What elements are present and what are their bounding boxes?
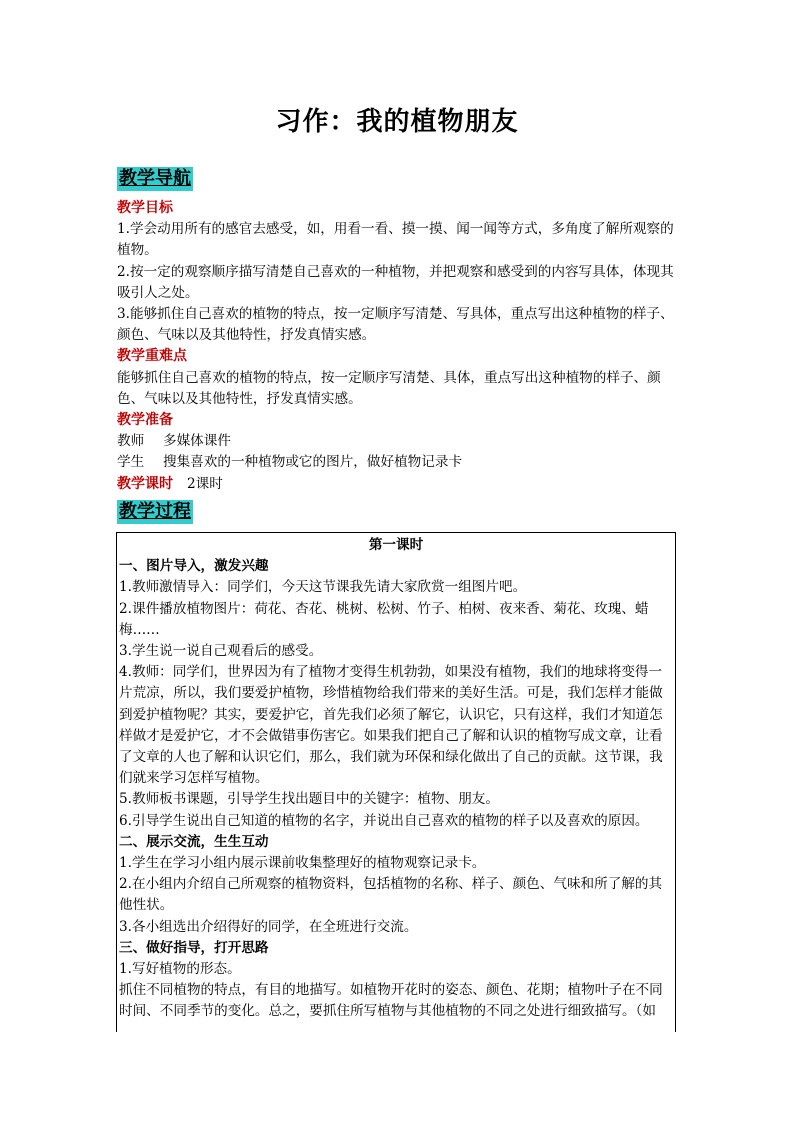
hours-label: 教学课时 xyxy=(117,475,173,492)
process-item: 3.学生说一说自己观看后的感受。 xyxy=(119,643,323,660)
prep-item xyxy=(117,452,677,473)
process-section-heading: 二、展示交流，生生互动 xyxy=(119,833,269,850)
goal-item: 1.学会动用所有的感官去感受，如，用看一看、摸一摸、闻一闻等方式，多角度了解所观察的植物。 xyxy=(117,221,674,259)
difficulty-label: 教学重难点 xyxy=(117,348,187,365)
prep-what: 搜集喜欢的一种植物或它的图片，做好植物记录卡 xyxy=(163,454,463,471)
difficulty-text: 能够抓住自己喜欢的植物的特点，按一定顺序写清楚、具体，重点写出这种植物的样子、颜色、气味以及其他特性，抒发真情实感。 xyxy=(117,369,661,407)
lesson-title: 第一课时 xyxy=(368,537,424,553)
goal-item: 2.按一定的观察顺序描写清楚自己喜欢的一种植物，并把观察和感受到的内容写具体，体现其吸引人之处。 xyxy=(117,263,674,301)
process-item: 5.教师板书课题，引导学生找出题目中的关键字：植物、朋友。 xyxy=(119,791,499,808)
hours-row xyxy=(117,474,677,495)
process-item: 6.引导学生说出自己知道的植物的名字，并说出自己喜欢的植物的样子以及喜欢的原因。 xyxy=(119,812,649,829)
teaching-process-table xyxy=(116,532,676,1032)
process-section-heading: 一、图片导入，激发兴趣 xyxy=(119,558,269,575)
prep-who: 教师 xyxy=(117,433,145,450)
process-item: 2.课件播放植物图片：荷花、杏花、桃树、松树、竹子、柏树、夜来香、菊花、玫瑰、蜡梅…… xyxy=(119,600,649,638)
teaching-nav-heading: 教学导航 xyxy=(119,168,191,189)
prep-who: 学生 xyxy=(117,454,145,471)
process-item: 1.学生在学习小组内展示课前收集整理好的植物观察记录卡。 xyxy=(119,855,486,872)
teaching-process-heading: 教学过程 xyxy=(119,501,191,522)
process-item: 2.在小组内介绍自己所观察的植物资料，包括植物的名称、样子、颜色、气味和所了解的其他性状。 xyxy=(119,876,663,914)
hours-value: 2课时 xyxy=(187,475,223,492)
process-item: 4.教师：同学们，世界因为有了植物才变得生机勃勃，如果没有植物，我们的地球将变得一片荒凉，所以，我们要爱护植物，珍惜植物给我们带来的美好生活。可是，我们怎样才能做到爱护植物呢？其实，要爱护它，首先我们必须了解它，认识它，只有这样，我们才知道怎样做才是爱护它，才不会做错事伤害它。如果我们把自己了解和认识的植物写成文章，让看了文章的人也了解和认识它们，那么，我们就为环保和绿化做出了自己的贡献。这节课，我们就来学习怎样写植物。 xyxy=(119,664,663,787)
prep-item xyxy=(117,431,677,452)
process-item: 1.写好植物的形态。 xyxy=(119,961,241,978)
process-item: 3.各小组选出介绍得好的同学，在全班进行交流。 xyxy=(119,918,418,935)
process-section-heading: 三、做好指导，打开思路 xyxy=(119,939,269,956)
prep-what: 多媒体课件 xyxy=(163,433,231,450)
teaching-nav-section xyxy=(117,198,677,495)
goal-item: 3.能够抓住自己喜欢的植物的特点，按一定顺序写清楚、写具体，重点写出这种植物的样子、颜色、气味以及其他特性，抒发真情实感。 xyxy=(117,306,674,344)
process-item: 抓住不同植物的特点，有目的地描写。如植物开花时的姿态、颜色、花期；植物叶子在不同时间、不同季节的变化。总之，要抓住所写植物与其他植物的不同之处进行细致描写。（如 xyxy=(119,982,663,1020)
goals-label: 教学目标 xyxy=(117,200,173,216)
process-item: 1.教师激情导入：同学们，今天这节课我先请大家欣赏一组图片吧。 xyxy=(119,579,527,596)
prep-label: 教学准备 xyxy=(117,412,173,429)
page-title: 习作：我的植物朋友 xyxy=(275,107,519,137)
